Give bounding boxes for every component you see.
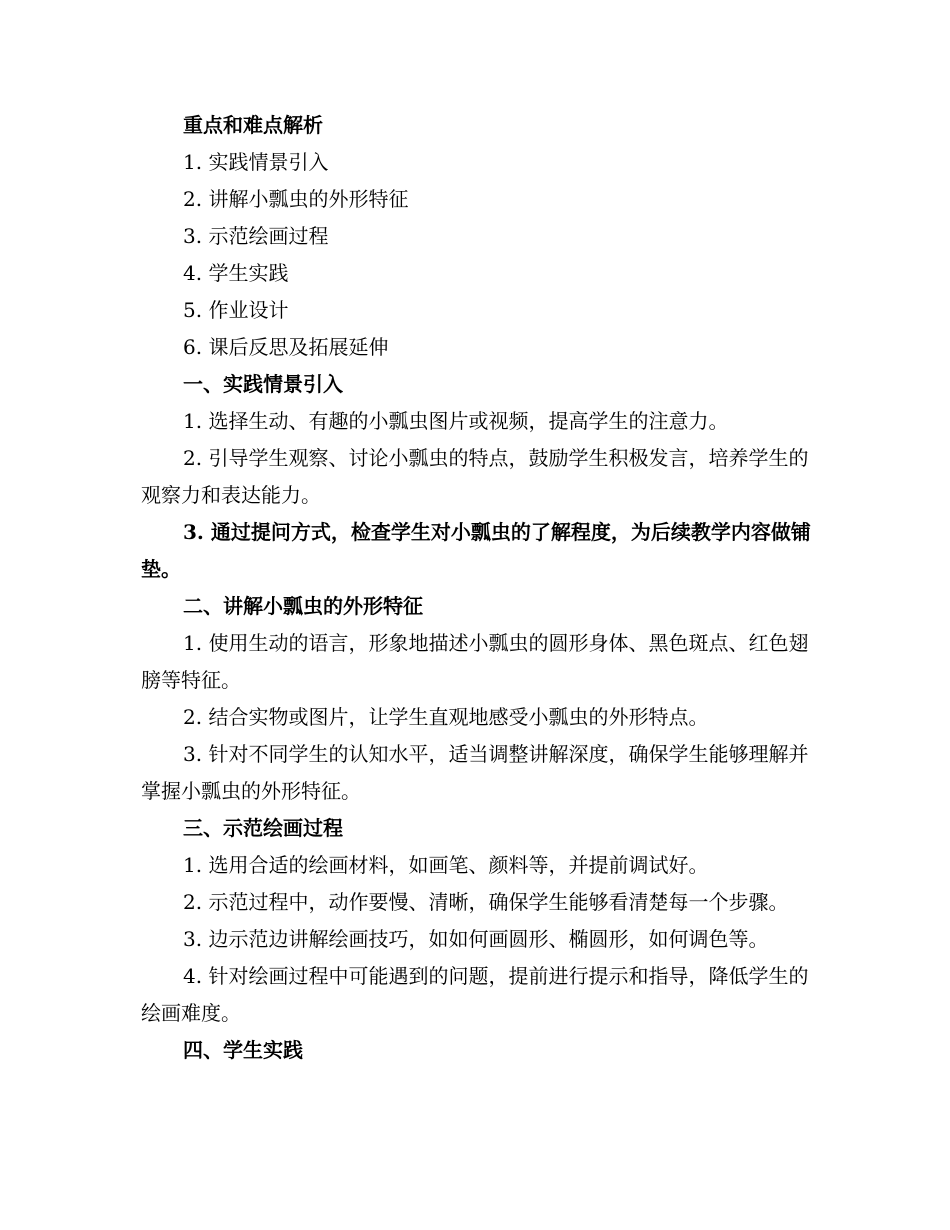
paragraph-9: 2. 引导学生观察、讨论小瓢虫的特点，鼓励学生积极发言，培养学生的观察力和表达能力。 <box>141 446 809 507</box>
paragraph-7: 一、实践情景引入 <box>183 372 343 396</box>
paragraph-0: 重点和难点解析 <box>183 113 323 137</box>
paragraph-20: 四、学生实践 <box>183 1038 303 1062</box>
paragraph-11: 二、讲解小瓢虫的外形特征 <box>183 594 423 618</box>
paragraph-19: 4. 针对绘画过程中可能遇到的问题，提前进行提示和指导，降低学生的绘画难度。 <box>141 964 809 1025</box>
paragraph-8: 1. 选择生动、有趣的小瓢虫图片或视频，提高学生的注意力。 <box>183 409 729 433</box>
paragraph-3: 3. 示范绘画过程 <box>183 224 329 248</box>
paragraph-15: 三、示范绘画过程 <box>183 816 343 840</box>
paragraph-16: 1. 选用合适的绘画材料，如画笔、颜料等，并提前调试好。 <box>183 853 709 877</box>
paragraph-12: 1. 使用生动的语言，形象地描述小瓢虫的圆形身体、黑色斑点、红色翅膀等特征。 <box>141 631 809 692</box>
document-body <box>141 107 811 1069</box>
paragraph-1: 1. 实践情景引入 <box>183 150 329 174</box>
paragraph-18: 3. 边示范边讲解绘画技巧，如如何画圆形、椭圆形，如何调色等。 <box>183 927 769 951</box>
paragraph-5: 5. 作业设计 <box>183 298 289 322</box>
paragraph-14: 3. 针对不同学生的认知水平，适当调整讲解深度，确保学生能够理解并掌握小瓢虫的外形特征。 <box>141 742 809 803</box>
paragraph-13: 2. 结合实物或图片，让学生直观地感受小瓢虫的外形特点。 <box>183 705 709 729</box>
paragraph-4: 4. 学生实践 <box>183 261 289 285</box>
paragraph-17: 2. 示范过程中，动作要慢、清晰，确保学生能够看清楚每一个步骤。 <box>183 890 789 914</box>
paragraph-2: 2. 讲解小瓢虫的外形特征 <box>183 187 409 211</box>
paragraph-10: 3. 通过提问方式，检查学生对小瓢虫的了解程度，为后续教学内容做铺垫。 <box>141 520 811 581</box>
paragraph-6: 6. 课后反思及拓展延伸 <box>183 335 389 359</box>
